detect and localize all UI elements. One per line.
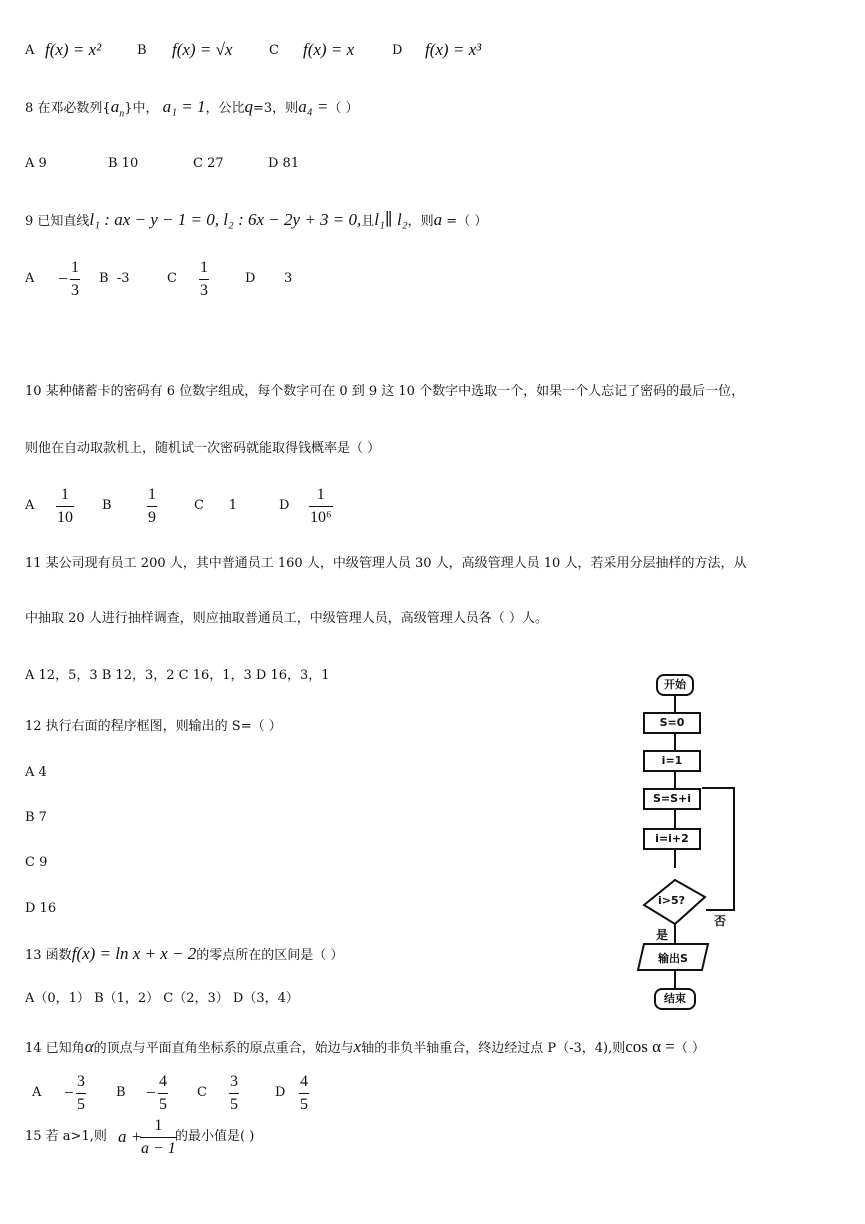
q13-stem: 13 函数f(x) = ln x + x − 2的零点所在的区间是（ ） xyxy=(25,944,344,963)
q8-q: q xyxy=(244,97,254,116)
q15-stem-1: 15 若 a>1,则 xyxy=(25,1129,107,1144)
q7-option-b-expr: f(x) = √x xyxy=(172,40,233,59)
q14-option-c-frac: $\frac{3}{5}$ xyxy=(230,1073,238,1113)
q9-expr: l₁ : ax − y − 1 = 0, l₂ : 6x − 2y + 3 = 0, xyxy=(89,210,362,229)
q8-paren: （ ） xyxy=(328,101,359,116)
q7-option-d-label: D xyxy=(392,43,403,58)
q14-option-a-frac: $\frac{3}{5}$ xyxy=(77,1073,85,1113)
q14-option-a-sign: − xyxy=(64,1083,74,1102)
q11-line-1: 11 某公司现有员工 200 人，其中普通员工 160 人，中级管理人员 30 人，高级管理人员 10 人，若采用分层抽样的方法，从 xyxy=(25,556,747,571)
q14-cos: cos α = xyxy=(625,1037,675,1056)
flowchart-output: 输出S xyxy=(658,952,688,965)
q7-option-b-label: B xyxy=(137,43,147,58)
q9-stem-3: ，则 xyxy=(407,214,434,229)
q15-frac: $\frac{1}{a - 1}$ xyxy=(141,1117,176,1157)
q8-stem-3: ，公比 xyxy=(205,101,245,116)
q11-line-2: 中抽取 20 人进行抽样调查，则应抽取普通员工，中级管理人员，高级管理人员各（ ）人。 xyxy=(25,611,548,626)
q7-option-a-expr: f(x) = x² xyxy=(45,40,102,59)
q9-option-a-label: A xyxy=(25,271,35,286)
q8-stem xyxy=(25,98,358,119)
q9-option-a-sign: − xyxy=(58,269,68,288)
q9-paren: =（ ） xyxy=(442,214,488,229)
q7-option-c-expr: f(x) = x xyxy=(303,40,355,59)
flowchart-update-i: i=i+2 xyxy=(643,828,701,850)
flowchart-start: 开始 xyxy=(656,674,694,696)
q13-options: A（0，1） B（1，2） C（2，3） D（3，4） xyxy=(25,991,299,1006)
q10-line-2: 则他在自动取款机上，随机试一次密码就能取得钱概率是（ ） xyxy=(25,441,381,456)
q9-parallel: l₁∥ l₂ xyxy=(374,210,408,229)
q7-option-d-expr: f(x) = x³ xyxy=(425,40,482,59)
q8-cond: a₁ = 1 xyxy=(162,97,206,116)
q10-line-1: 10 某种储蓄卡的密码有 6 位数字组成，每个数字可在 0 到 9 这 10 个数字中选取一个，如果一个人忘记了密码的最后一位， xyxy=(25,384,745,399)
q15-stem-2: 的最小值是( ) xyxy=(175,1129,255,1144)
q9-option-a-frac: $\frac{1}{3}$ xyxy=(71,259,79,299)
q14-option-d-frac: $\frac{4}{5}$ xyxy=(300,1073,308,1113)
q10-option-a-frac: $\frac{1}{10}$ xyxy=(57,486,73,526)
q10-option-b-frac: $\frac{1}{9}$ xyxy=(148,486,156,526)
q9-a: a xyxy=(433,210,443,229)
q8-a4: a₄ = xyxy=(298,97,329,116)
q10-option-d-frac: $\frac{1}{\text{10⁶}}$ xyxy=(310,486,332,526)
q12-option-d: D 16 xyxy=(25,901,57,916)
q13-expr: f(x) = ln x + x − 2 xyxy=(71,944,197,963)
q10-option-d-label: D xyxy=(279,498,290,513)
flowchart-update-s: S=S+i xyxy=(643,788,701,810)
q8-option-c: C 27 xyxy=(193,156,224,171)
q8-option-a: A 9 xyxy=(25,156,47,171)
q14-option-d-label: D xyxy=(275,1085,286,1100)
q8-option-d: D 81 xyxy=(268,156,300,171)
q14-stem: 14 已知角α的顶点与平面直角坐标系的原点重合，始边与x轴的非负半轴重合，终边经过点 P（-3，4),则cos α =（ ） xyxy=(25,1037,706,1056)
q9-option-b: B -3 xyxy=(99,271,130,286)
q14-option-b-label: B xyxy=(116,1085,126,1100)
q7-option-a-label: A xyxy=(25,43,35,58)
q9-stem xyxy=(25,211,487,228)
flowchart-init-s: S=0 xyxy=(643,712,701,734)
q14-x: x xyxy=(353,1037,362,1056)
q12-option-a: A 4 xyxy=(25,765,47,780)
q14-option-b-frac: $\frac{4}{5}$ xyxy=(159,1073,167,1113)
q9-stem-1: 9 已知直线 xyxy=(25,214,90,229)
q12-stem: 12 执行右面的程序框图，则输出的 S=（ ） xyxy=(25,719,282,734)
q8-stem-1: 8 在邓必数列{ xyxy=(25,101,111,116)
q7-option-c-label: C xyxy=(269,43,279,58)
q8-stem-2: }中， xyxy=(124,101,159,116)
q9-option-c-frac: $\frac{1}{3}$ xyxy=(200,259,208,299)
q9-option-c-label: C xyxy=(167,271,177,286)
q8-stem-4: =3，则 xyxy=(253,101,299,116)
flowchart-no-label: 否 xyxy=(714,914,727,928)
flowchart-condition: i>5? xyxy=(658,894,686,907)
q11-options: A 12，5，3 B 12，3，2 C 16，1，3 D 16，3，1 xyxy=(25,668,330,683)
flowchart-end: 结束 xyxy=(654,988,696,1010)
q10-option-a-label: A xyxy=(25,498,35,513)
flowchart-yes-label: 是 xyxy=(656,928,669,942)
q8-an: $a_n$ xyxy=(110,97,125,120)
q14-alpha: α xyxy=(84,1037,94,1056)
flowchart xyxy=(630,668,740,1018)
q10-option-c: C 1 xyxy=(194,498,238,513)
q14-option-b-sign: − xyxy=(146,1083,156,1102)
q9-option-d-value: 3 xyxy=(284,271,293,286)
q12-option-c: C 9 xyxy=(25,855,48,870)
flowchart-init-i: i=1 xyxy=(643,750,701,772)
q9-stem-2: 且 xyxy=(361,214,375,229)
q12-option-b: B 7 xyxy=(25,810,47,825)
q8-option-b: B 10 xyxy=(108,156,139,171)
q9-option-d-label: D xyxy=(245,271,256,286)
q14-option-a-label: A xyxy=(32,1085,42,1100)
q10-option-b-label: B xyxy=(102,498,112,513)
q15-expr-a: a + xyxy=(118,1127,143,1146)
q14-option-c-label: C xyxy=(197,1085,207,1100)
